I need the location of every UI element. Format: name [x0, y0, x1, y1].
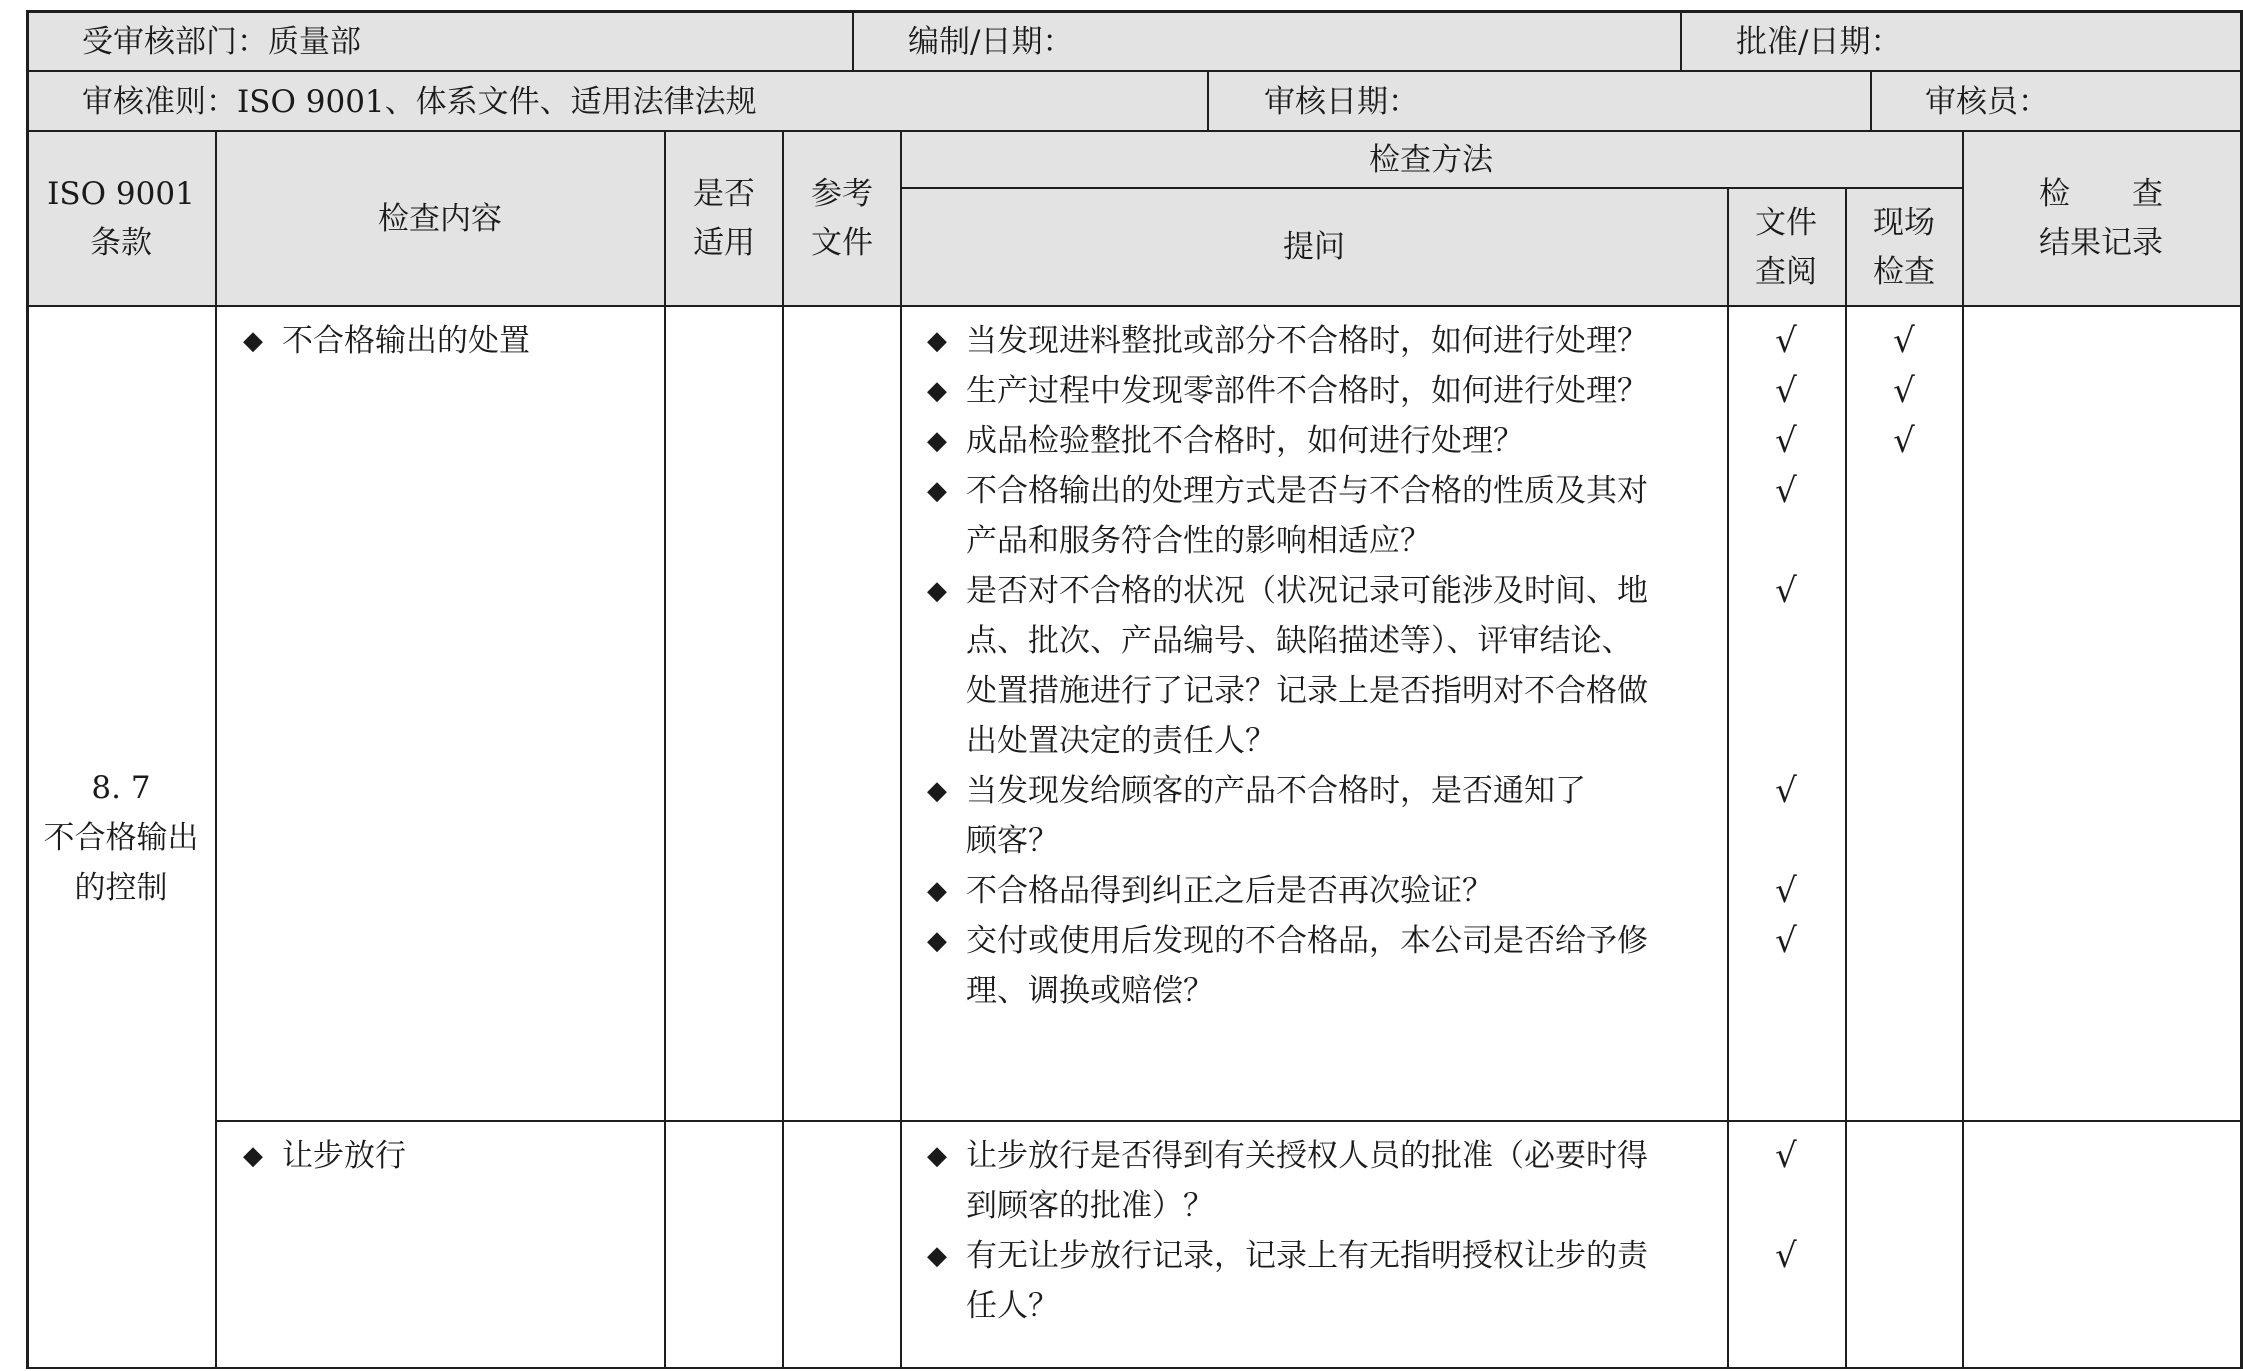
doc-review-check-icon: √ [1775, 771, 1797, 811]
doc-review-check-icon: √ [1775, 321, 1797, 361]
question-line: 理、调换或赔偿？ [966, 973, 1214, 1009]
doc-review-check-icon: √ [1775, 1236, 1797, 1276]
audited-department: 受审核部门：质量部 [82, 24, 361, 60]
col-applicable-line2: 适用 [693, 225, 755, 261]
bullet-icon: ◆ [927, 576, 947, 606]
question-line: 让步放行是否得到有关授权人员的批准（必要时得 [966, 1138, 1648, 1174]
col-clause-line2: 条款 [90, 225, 152, 261]
col-applicable-line1: 是否 [693, 176, 755, 212]
check-content-item: 让步放行 [282, 1138, 406, 1174]
question-line: 是否对不合格的状况（状况记录可能涉及时间、地 [966, 573, 1648, 609]
bullet-icon: ◆ [927, 1141, 947, 1171]
question-line: 有无让步放行记录，记录上有无指明授权让步的责 [966, 1238, 1648, 1274]
question-line: 点、批次、产品编号、缺陷描述等）、评审结论、 [966, 623, 1633, 659]
col-reference-line1: 参考 [811, 176, 873, 212]
bullet-icon: ◆ [927, 326, 947, 356]
question-line: 生产过程中发现零部件不合格时，如何进行处理？ [966, 373, 1648, 409]
doc-review-check-icon: √ [1775, 471, 1797, 511]
col-site-check-line1: 现场 [1873, 205, 1935, 241]
doc-review-check-icon: √ [1775, 421, 1797, 461]
question-line: 不合格输出的处理方式是否与不合格的性质及其对 [966, 473, 1648, 509]
doc-review-check-icon: √ [1775, 871, 1797, 911]
bullet-icon: ◆ [243, 326, 263, 356]
site-check-check-icon: √ [1893, 321, 1915, 361]
check-content-item: 不合格输出的处置 [282, 323, 530, 359]
question-line: 不合格品得到纠正之后是否再次验证？ [966, 873, 1493, 909]
bullet-icon: ◆ [927, 376, 947, 406]
col-result-line2: 结果记录 [2039, 225, 2163, 261]
doc-review-check-icon: √ [1775, 571, 1797, 611]
doc-review-check-icon: √ [1775, 921, 1797, 961]
col-clause-line1: ISO 9001 [47, 176, 195, 212]
col-method: 检查方法 [1369, 142, 1493, 178]
bullet-icon: ◆ [927, 426, 947, 456]
clause-title-line1: 不合格输出 [43, 820, 199, 856]
clause-number: 8. 7 [91, 770, 151, 806]
compiled-date-field: 编制/日期： [908, 24, 1074, 60]
auditor-field: 审核员： [1925, 84, 2049, 120]
site-check-check-icon: √ [1893, 371, 1915, 411]
bullet-icon: ◆ [927, 1241, 947, 1271]
col-content: 检查内容 [378, 201, 502, 237]
audit-date-field: 审核日期： [1264, 84, 1419, 120]
doc-review-check-icon: √ [1775, 1136, 1797, 1176]
clause-title-line2: 的控制 [74, 870, 168, 906]
bullet-icon: ◆ [927, 876, 947, 906]
col-reference-line2: 文件 [811, 225, 873, 261]
bullet-icon: ◆ [927, 776, 947, 806]
question-line: 顾客？ [966, 823, 1059, 859]
approved-date-field: 批准/日期： [1736, 24, 1902, 60]
site-check-check-icon: √ [1893, 421, 1915, 461]
question-line: 当发现进料整批或部分不合格时，如何进行处理？ [966, 323, 1648, 359]
question-line: 成品检验整批不合格时，如何进行处理？ [966, 423, 1524, 459]
question-line: 到顾客的批准）？ [966, 1188, 1214, 1224]
col-site-check-line2: 检查 [1873, 254, 1935, 290]
bullet-icon: ◆ [927, 476, 947, 506]
question-line: 任人？ [966, 1288, 1059, 1324]
question-line: 处置措施进行了记录？记录上是否指明对不合格做 [966, 673, 1648, 709]
question-line: 产品和服务符合性的影响相适应？ [966, 523, 1431, 559]
col-doc-review-line1: 文件 [1755, 205, 1817, 241]
doc-review-check-icon: √ [1775, 371, 1797, 411]
bullet-icon: ◆ [243, 1141, 263, 1171]
question-line: 当发现发给顾客的产品不合格时，是否通知了 [966, 773, 1586, 809]
bullet-icon: ◆ [927, 926, 947, 956]
question-line: 交付或使用后发现的不合格品，本公司是否给予修 [966, 923, 1648, 959]
col-question: 提问 [1283, 229, 1345, 265]
question-line: 出处置决定的责任人？ [966, 723, 1276, 759]
col-doc-review-line2: 查阅 [1755, 254, 1817, 290]
audit-criteria: 审核准则：ISO 9001、体系文件、适用法律法规 [82, 84, 757, 120]
col-result-line1: 检 查 [2039, 176, 2163, 212]
